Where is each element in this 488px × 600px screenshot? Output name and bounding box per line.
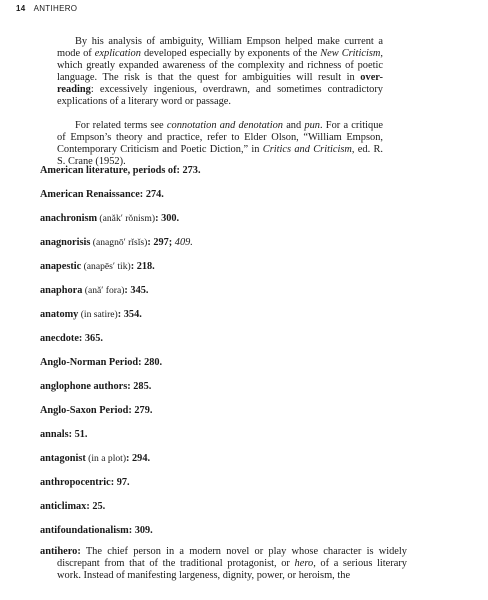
book-title: Critics and Criticism xyxy=(262,144,352,156)
entry-pages: 285. xyxy=(130,381,152,392)
entry-term: Anglo-Saxon Period: xyxy=(40,405,132,416)
entry-pronunciation: (anapēs′ tik) xyxy=(81,261,131,272)
running-head-title: ANTIHERO xyxy=(33,4,78,13)
glossary-entry xyxy=(40,453,150,464)
entry-term: anapestic xyxy=(40,261,82,272)
term-connotation: connotation and denotation xyxy=(166,120,283,131)
entry-term: antihero: xyxy=(40,546,81,557)
glossary-entry xyxy=(40,501,105,512)
entry-term: annals: xyxy=(40,429,73,440)
entry-colon: : xyxy=(124,285,128,296)
entry-term: Anglo-Norman Period: xyxy=(40,357,142,368)
page-number: 14 xyxy=(16,4,26,13)
glossary-entry xyxy=(40,429,88,440)
entry-term: anthropocentric: xyxy=(40,477,115,488)
text-run: , which greatly expanded awareness of the complexity and richness of poetic language. The risk is that the quest for ambiguities will result in xyxy=(57,48,383,84)
glossary-entry xyxy=(40,285,148,296)
entry-pages: 297; xyxy=(150,237,173,248)
entry-pages: 273. xyxy=(179,165,201,176)
entry-term: American Renaissance: xyxy=(40,189,144,200)
entry-term: anatomy xyxy=(40,309,79,320)
entry-pronunciation: (anagnō′ rĭsĭs) xyxy=(90,237,148,248)
entry-pages: 97. xyxy=(114,477,130,488)
entry-context: (in satire) xyxy=(78,309,118,320)
text-run: . For a critique of Empson’s theory and practice, refer to Elder Olson, “William Empson, Contemporary Criticism and Poetic Diction,” in xyxy=(57,120,383,156)
entry-term: anglophone authors: xyxy=(40,381,131,392)
text-run: developed especially by exponents of the xyxy=(140,48,321,60)
entry-colon: : xyxy=(130,261,135,272)
term-over-reading: over-reading xyxy=(57,72,383,96)
entry-pronunciation: (anăk′ rŏnism) xyxy=(97,213,156,224)
glossary-entry xyxy=(40,309,142,320)
glossary-entry xyxy=(40,213,179,224)
entry-pages: 51. xyxy=(72,429,88,440)
entry-term: anticlimax: xyxy=(40,501,90,512)
text-run: The chief person in a modern novel or play whose character is widely discrepant from that of the traditional protagonist, or xyxy=(57,546,407,570)
entry-pages: 309. xyxy=(132,525,153,536)
glossary-entry xyxy=(40,189,164,200)
entry-term: American literature, periods of: xyxy=(40,165,180,176)
entry-pages-italic: 409. xyxy=(172,237,193,248)
entry-pages: 365. xyxy=(82,333,103,344)
entry-pages: 280. xyxy=(141,357,163,368)
running-header xyxy=(16,4,77,13)
glossary-entry xyxy=(40,477,130,488)
entry-colon: : xyxy=(155,213,159,224)
entry-context: (in a plot) xyxy=(85,453,127,464)
entry-pages: 25. xyxy=(89,501,106,512)
glossary-entry xyxy=(40,381,151,392)
glossary-entry xyxy=(40,165,201,176)
text-run: For related terms see xyxy=(75,120,167,131)
entry-colon: : xyxy=(117,309,122,320)
entry-pages: 279. xyxy=(131,405,153,416)
term-explication: explication xyxy=(94,48,141,60)
related-terms-paragraph xyxy=(57,120,383,168)
entry-term: anaphora xyxy=(40,285,83,296)
text-run: , of a serious literary work. Instead of manifesting largeness, dignity, power, or heroism, the xyxy=(57,558,407,582)
antihero-entry xyxy=(40,546,407,582)
term-pun: pun xyxy=(304,120,320,131)
entry-pages: 354. xyxy=(121,309,142,320)
glossary-entry xyxy=(40,261,155,272)
ambiguity-paragraph xyxy=(57,36,383,109)
entry-colon: : xyxy=(147,237,151,248)
entry-pages: 300. xyxy=(158,213,180,224)
glossary-entry xyxy=(40,405,152,416)
entry-pages: 294. xyxy=(129,453,151,464)
entry-colon: : xyxy=(126,453,130,464)
entry-pages: 218. xyxy=(134,261,155,272)
entry-pronunciation: (ană′ fora) xyxy=(82,285,125,296)
entry-term: anecdote: xyxy=(40,333,83,344)
text-run: and xyxy=(282,120,305,131)
entry-term: anagnorisis xyxy=(40,237,91,248)
entry-pages: 345. xyxy=(127,285,149,296)
text-run: By his analysis of ambiguity, William Empson helped make current a mode of xyxy=(57,36,383,60)
text-run: , ed. R. S. Crane (1952). xyxy=(57,144,383,168)
glossary-entry xyxy=(40,357,162,368)
entry-term: anachronism xyxy=(40,213,98,224)
glossary-entry xyxy=(40,333,103,344)
entry-term: antifoundationalism: xyxy=(40,525,133,536)
text-run: : excessively ingenious, overdrawn, and sometimes contradictory explications of a literary word or passage. xyxy=(57,84,383,108)
term-hero: hero xyxy=(294,558,314,570)
entry-term: antagonist xyxy=(40,453,86,464)
entry-pages: 274. xyxy=(143,189,164,200)
glossary-entry xyxy=(40,237,193,248)
glossary-entry xyxy=(40,525,153,536)
term-new-criticism: New Criticism xyxy=(320,48,381,60)
